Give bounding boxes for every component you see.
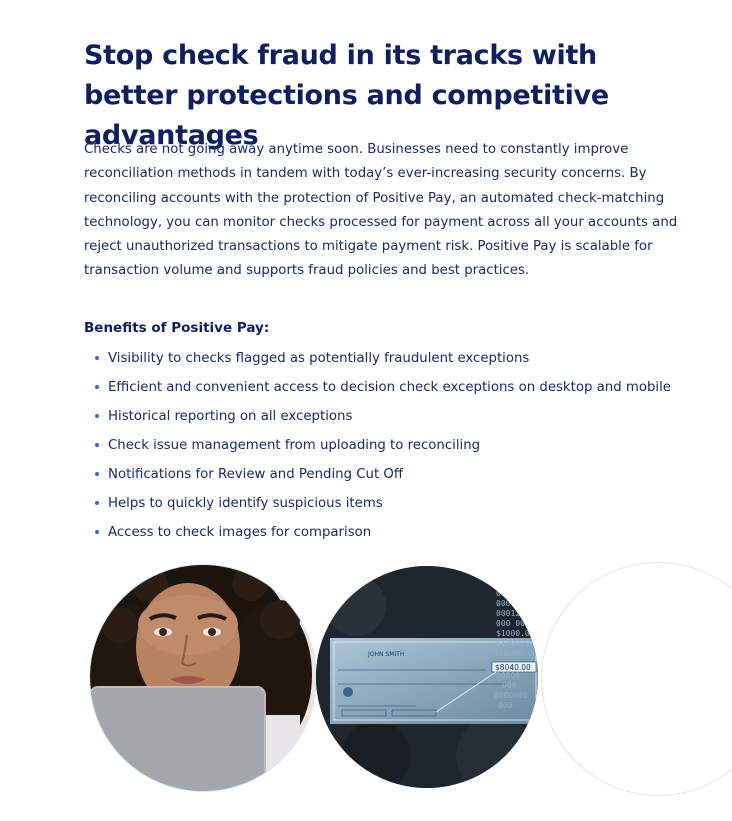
page-title: Stop check fraud in its tracks with better protections and competitive advantages — [84, 40, 609, 151]
bullet-icon — [95, 472, 99, 476]
check-amount: $8040.00 — [495, 663, 531, 672]
list-item-text: Access to check images for comparison — [108, 525, 372, 540]
digit-text: 0000 — [496, 589, 516, 598]
bullet-icon — [95, 443, 99, 447]
bullet-icon — [95, 356, 99, 360]
empty-image-circle — [541, 562, 732, 796]
list-item — [95, 402, 695, 431]
digit-text: 000 00 — [496, 619, 525, 628]
list-item — [95, 489, 695, 518]
bullet-icon — [95, 385, 99, 389]
list-item-text: Notifications for Review and Pending Cut Off — [108, 467, 404, 482]
check-payer-name: JOHN SMITH — [368, 651, 405, 658]
digit-text: 000 — [502, 681, 517, 690]
digit-text: 000120 — [496, 609, 525, 618]
digit-text: 0000000 — [494, 691, 528, 700]
digit-text: $1000.00 — [496, 629, 535, 638]
bullet-icon — [95, 501, 99, 505]
list-item-text: Visibility to checks flagged as potentially fraudulent exceptions — [108, 351, 530, 366]
list-item-text: Efficient and convenient access to decision check exceptions on desktop and mobile — [108, 380, 671, 395]
digit-text: $1000.00 — [496, 639, 535, 648]
list-item-text: Historical reporting on all exceptions — [108, 409, 353, 424]
list-item — [95, 460, 695, 489]
benefits-list — [95, 344, 695, 547]
woman-laptop-photo — [89, 564, 317, 792]
bullet-icon — [95, 530, 99, 534]
digit-text: 00000 — [496, 671, 521, 680]
bullet-icon — [95, 414, 99, 418]
list-item — [95, 344, 695, 373]
check-image-photo — [316, 566, 538, 788]
benefits-heading: Benefits of Positive Pay: — [84, 320, 270, 336]
check-illustration — [316, 566, 538, 788]
list-item-text: Helps to quickly identify suspicious items — [108, 496, 383, 511]
list-item — [95, 373, 695, 402]
list-item — [95, 518, 695, 547]
list-item — [95, 431, 695, 460]
woman-photo-illustration — [90, 565, 316, 791]
digit-text: 00003 — [496, 599, 521, 608]
list-item-text: Check issue management from uploading to reconciling — [108, 438, 481, 453]
digit-text: $20000.00 — [494, 649, 538, 658]
intro-paragraph: Checks are not going away anytime soon. Businesses need to constantly improve reconciliation methods in tandem with today’s ever-increasing security concerns. By reconciling accounts with the protection of Positive Pay, an automated check-matching technology, you can monitor checks processed for payment across all your accounts and reject unauthorized transactions to mitigate payment risk. Positive Pay is scalable for transaction volume and supports fraud policies and best practices. — [84, 142, 678, 279]
digit-text: 000 — [498, 701, 513, 710]
